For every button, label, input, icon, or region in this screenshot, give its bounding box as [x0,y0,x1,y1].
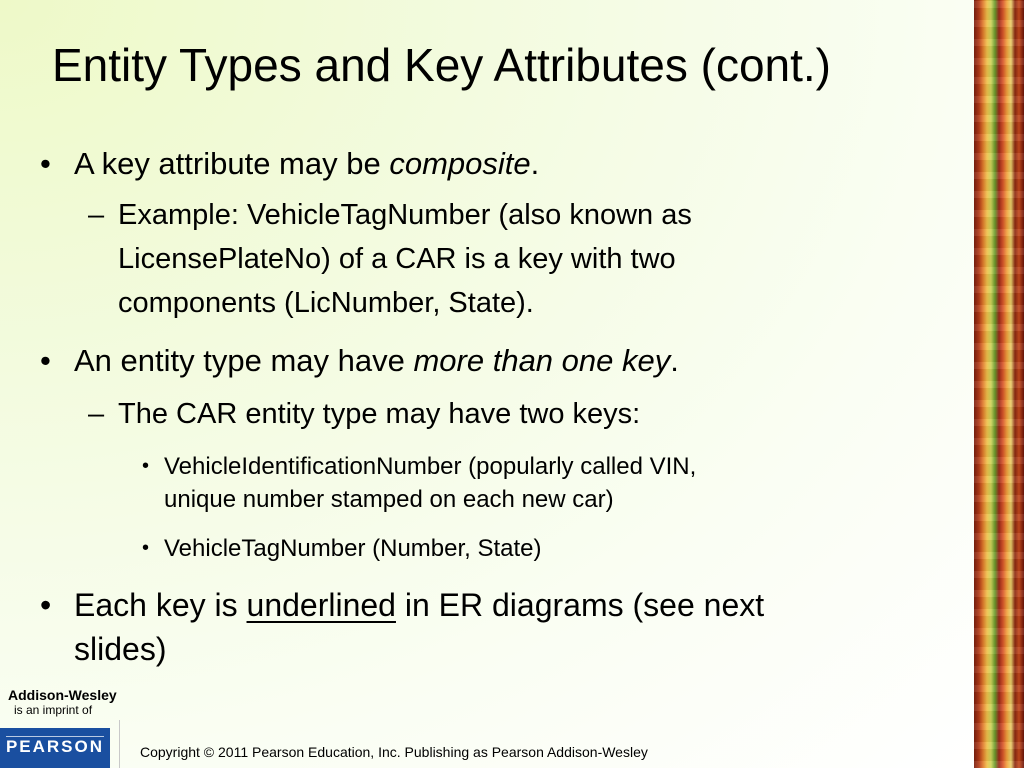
bullet-dot: • [40,146,51,181]
pearson-logo-rule [6,736,104,737]
sub-sub-bullet-line: VehicleIdentificationNumber (popularly called VIN, [164,453,697,480]
bullet-emphasis: more than one key [413,343,671,378]
bullet-text: An entity type may have [74,343,414,378]
sub-sub-bullet-line: VehicleTagNumber (Number, State) [164,535,542,562]
sub-bullet-text: The CAR entity type may have two keys: [118,398,641,430]
bullet-end: . [530,146,540,181]
sub-sub-bullet-line: unique number stamped on each new car) [164,486,614,513]
pearson-logo [0,728,110,768]
bullet-emphasis: composite [389,146,531,181]
bullet-dot: • [142,537,150,559]
bullet-text: A key attribute may be [74,146,390,181]
publisher-name: Addison-Wesley [8,687,117,703]
sub-bullet-line: components (LicNumber, State). [118,287,534,319]
sub-bullet-line: LicensePlateNo) of a CAR is a key with two [118,243,676,275]
slide-title: Entity Types and Key Attributes (cont.) [52,39,831,91]
underlined-word: underlined [246,587,396,623]
pearson-logo-text: PEARSON [5,737,105,756]
footer-divider [119,720,120,768]
bullet-end: . [670,343,679,378]
bullet-dot: • [40,587,52,623]
bullet-text-line2: slides) [74,631,167,667]
addison-wesley-logo [8,688,117,718]
bullet-dot: • [40,343,51,378]
bullet-text: Each key is [74,587,247,623]
sub-bullet-line: Example: VehicleTagNumber (also known as [118,199,692,231]
dash-mark: – [88,199,105,231]
bullet-text-after: in ER diagrams (see next [395,587,765,623]
decorative-stripe-overlay [974,0,1024,768]
bullet-dot: • [142,455,150,477]
copyright-footer: Copyright © 2011 Pearson Education, Inc. Publishing as Pearson Addison-Wesley [140,744,648,760]
imprint-text: is an imprint of [14,703,93,717]
dash-mark: – [88,398,105,430]
